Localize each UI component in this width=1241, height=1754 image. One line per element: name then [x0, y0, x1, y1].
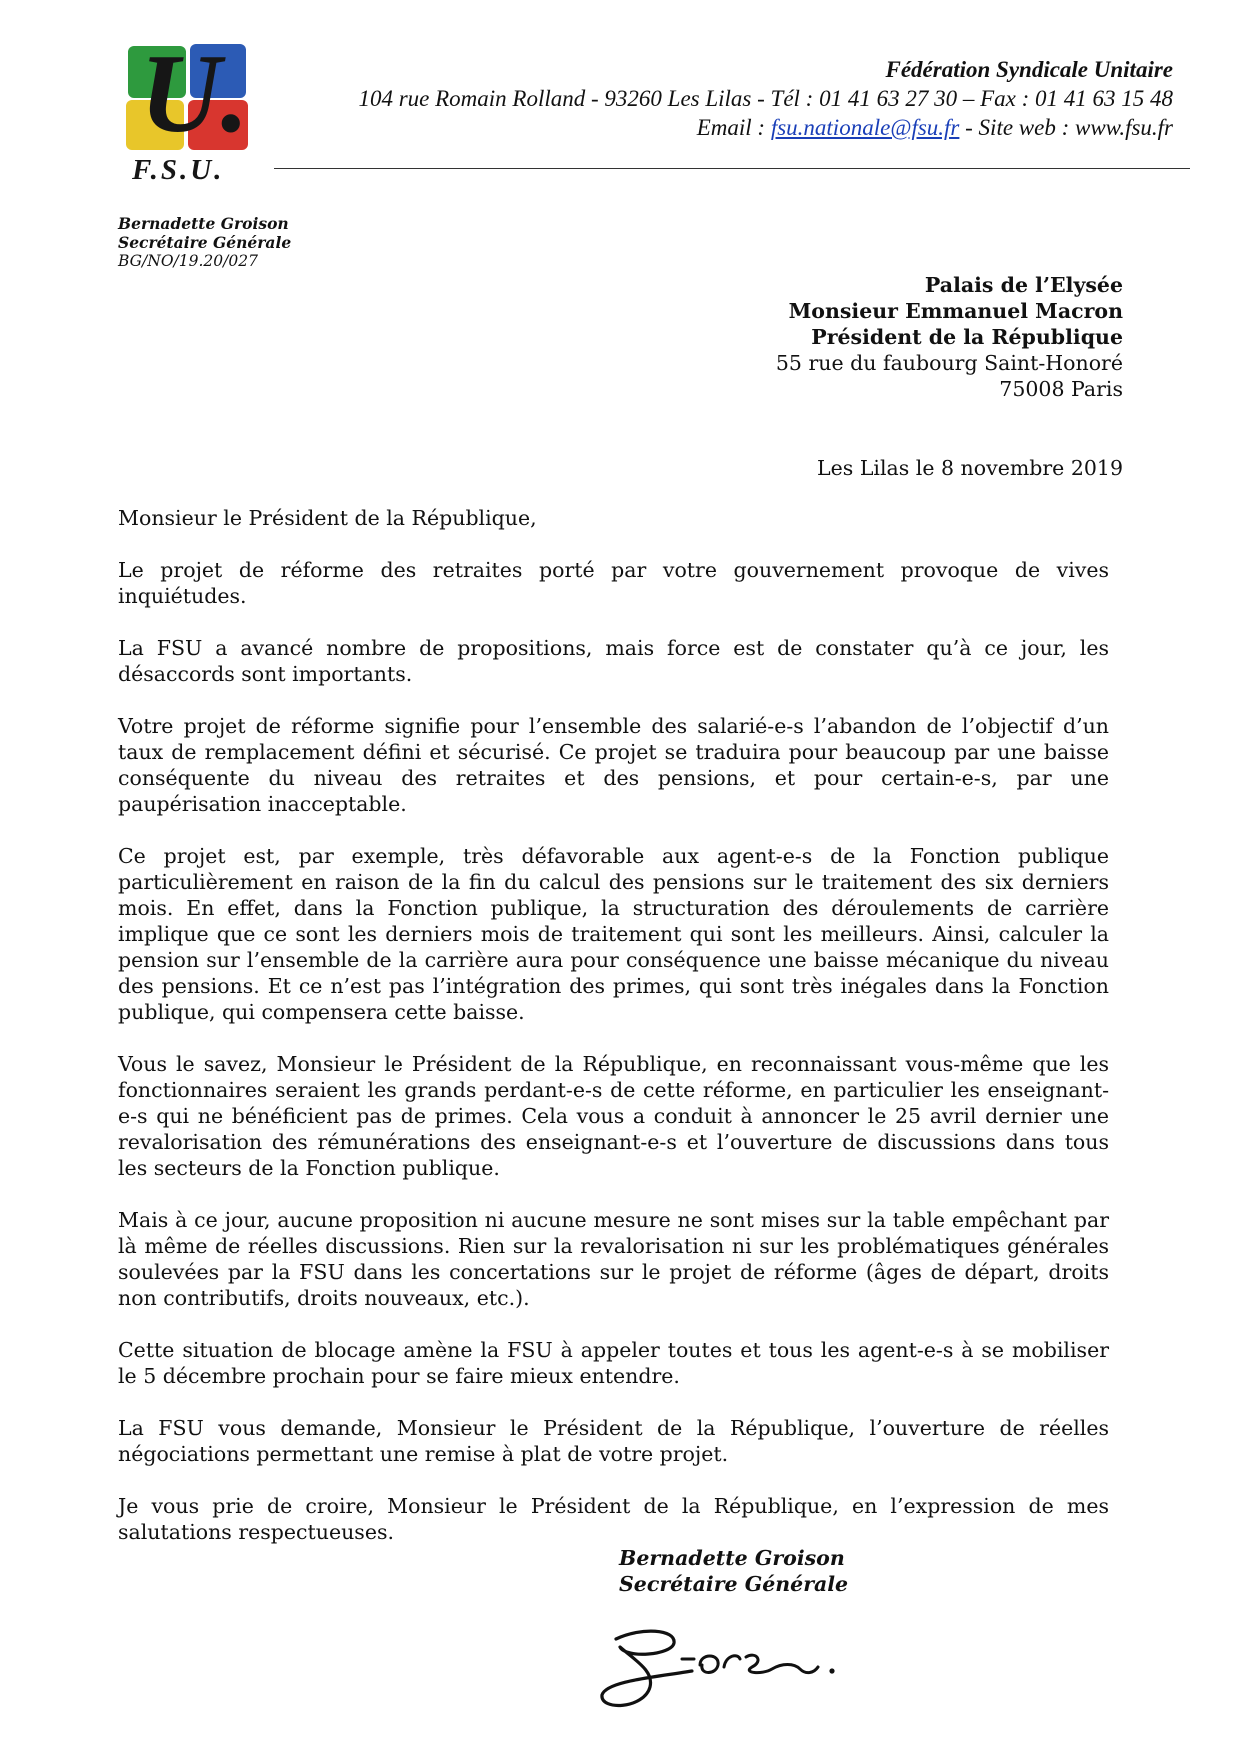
body-paragraph: Le projet de réforme des retraites porté par votre gouvernement provoque de vives inquiétudes.	[118, 558, 1109, 608]
signature-name: Bernadette Groison	[619, 1546, 845, 1570]
letter-reference: BG/NO/19.20/027	[118, 252, 258, 270]
email-link[interactable]: fsu.nationale@fsu.fr	[770, 115, 960, 140]
recipient-street: 55 rue du faubourg Saint-Honoré	[775, 351, 1123, 375]
logo-caption: F.S.U.	[132, 154, 225, 186]
recipient-line-3: Président de la République	[811, 325, 1123, 349]
salutation: Monsieur le Président de la République,	[118, 506, 537, 530]
body-paragraph: Vous le savez, Monsieur le Président de la République, en reconnaissant vous-même que les fonctionnaires seraient les grands perdant-e-s de cette réforme, en particulier les enseignant-e-s qui ne bénéficient pas de primes. Cela vous a conduit à annoncer le 25 avril dernier une revalorisation des rémunérations des enseignant-e-s et l’ouverture de discussions dans tous les secteurs de la Fonction publique.	[118, 1052, 1109, 1180]
body-paragraph: Cette situation de blocage amène la FSU à appeler toutes et tous les agent-e-s à se mobiliser le 5 décembre prochain pour se faire mieux entendre.	[118, 1338, 1109, 1388]
organization-name: Fédération Syndicale Unitaire	[885, 57, 1173, 82]
sender-title: Secrétaire Générale	[118, 233, 292, 252]
signature-title: Secrétaire Générale	[619, 1572, 849, 1596]
organization-address: 104 rue Romain Rolland - 93260 Les Lilas - Tél : 01 41 63 27 30 – Fax : 01 41 63 15 48	[358, 86, 1173, 111]
body-paragraph: La FSU a avancé nombre de propositions, mais force est de constater qu’à ce jour, les désaccords sont importants.	[118, 636, 1109, 686]
email-label: Email :	[696, 115, 771, 140]
body-paragraph: Mais à ce jour, aucune proposition ni aucune mesure ne sont mises sur la table empêchant par là même de réelles discussions. Rien sur la revalorisation ni sur les problématiques générales soulevées par la FSU dans les concertations sur le projet de réforme (âges de départ, droits non contributifs, droits nouveaux, etc.).	[118, 1208, 1109, 1310]
letterhead	[358, 55, 1173, 142]
header-divider	[274, 168, 1190, 169]
recipient-line-1: Palais de l’Elysée	[924, 273, 1123, 297]
sender-name: Bernadette Groison	[118, 214, 289, 233]
signature-block	[619, 1545, 848, 1597]
recipient-line-2: Monsieur Emmanuel Macron	[788, 299, 1123, 323]
closing-paragraph: Je vous prie de croire, Monsieur le Président de la République, en l’expression de mes salutations respectueuses.	[118, 1494, 1109, 1544]
body-paragraph: Votre projet de réforme signifie pour l’ensemble des salarié-e-s l’abandon de l’objectif d’un taux de remplacement défini et sécurisé. Ce projet se traduira pour beaucoup par une baisse conséquente du niveau des retraites et des pensions, et pour certain-e-s, par une paupérisation inacceptable.	[118, 714, 1109, 816]
body-paragraph: La FSU vous demande, Monsieur le Président de la République, l’ouverture de réelles négociations permettant une remise à plat de votre projet.	[118, 1416, 1109, 1466]
logo-letter: U.	[140, 32, 249, 156]
website-text: - Site web : www.fsu.fr	[959, 115, 1173, 140]
fsu-logo	[124, 32, 249, 186]
handwritten-signature	[596, 1625, 846, 1715]
letter-date: Les Lilas le 8 novembre 2019	[817, 456, 1123, 480]
contact-line	[358, 113, 1173, 142]
sender-block	[118, 214, 291, 271]
recipient-city: 75008 Paris	[999, 377, 1123, 401]
recipient-block	[776, 272, 1123, 402]
letter-body	[118, 505, 1109, 1571]
body-paragraph: Ce projet est, par exemple, très défavorable aux agent-e-s de la Fonction publique particulièrement en raison de la fin du calcul des pensions sur le traitement des six derniers mois. En effet, dans la Fonction publique, la structuration des déroulements de carrière implique que ce sont les derniers mois de traitement qui sont les meilleurs. Ainsi, calculer la pension sur l’ensemble de la carrière aura pour conséquence une baisse mécanique du niveau des pensions. Et ce n’est pas l’intégration des primes, qui sont très inégales dans la Fonction publique, qui compensera cette baisse.	[118, 844, 1109, 1024]
logo-tiles	[124, 32, 249, 156]
